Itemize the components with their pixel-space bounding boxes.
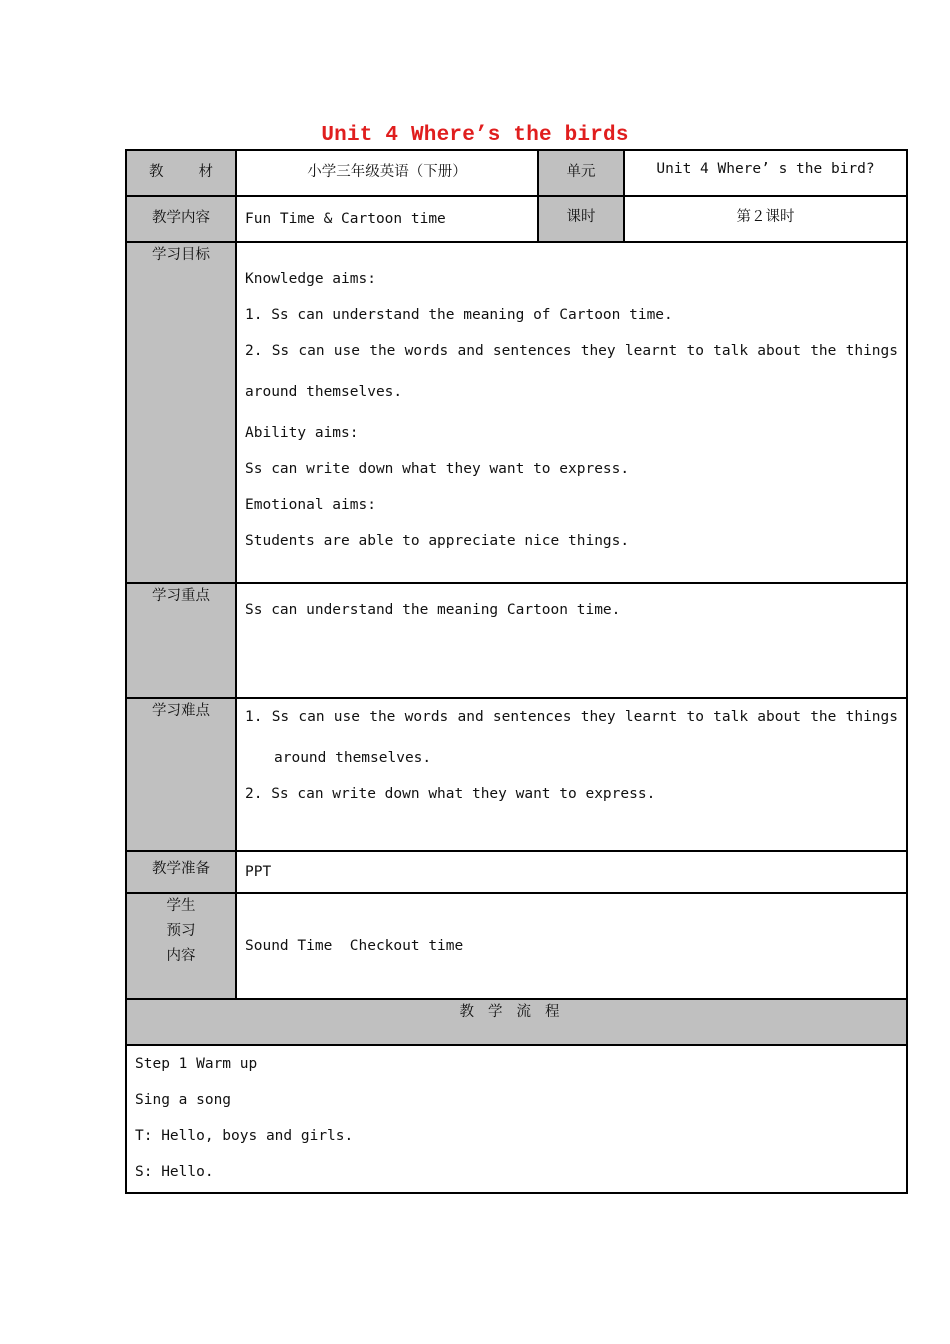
label-preparation: 教学准备 (126, 851, 236, 893)
emotional-item-1: Students are able to appreciate nice things. (245, 533, 630, 549)
teaching-flow-heading: 教学流程 (126, 999, 907, 1045)
difficulty-item-2: 2. Ss can write down what they want to express. (245, 786, 656, 802)
row-difficulty (126, 698, 907, 851)
preview-content: Sound Time Checkout time (236, 893, 907, 999)
period-value: 第２课时 (624, 196, 907, 242)
label-period: 课时 (538, 196, 624, 242)
focus-content: Ss can understand the meaning Cartoon time. (236, 583, 907, 698)
row-focus (126, 583, 907, 698)
preparation-content: PPT (236, 851, 907, 893)
row-content (126, 196, 907, 242)
label-focus: 学习重点 (126, 583, 236, 698)
row-flow-content (126, 1045, 907, 1193)
flow-content (126, 1045, 907, 1193)
content-value: Fun Time & Cartoon time (236, 196, 538, 242)
label-preview: 学生 预习 内容 (126, 893, 236, 999)
label-content: 教学内容 (126, 196, 236, 242)
label-material: 教 材 (126, 150, 236, 196)
row-preview (126, 893, 907, 999)
flow-line: S: Hello. (135, 1164, 214, 1180)
label-unit: 单元 (538, 150, 624, 196)
material-value: 小学三年级英语（下册） (236, 150, 538, 196)
lesson-plan-table (125, 149, 908, 1194)
document-title: Unit 4 Where’s the birds (321, 124, 629, 147)
row-objectives (126, 242, 907, 583)
label-objectives: 学习目标 (126, 242, 236, 583)
knowledge-heading: Knowledge aims: (245, 271, 376, 287)
objectives-content (236, 242, 907, 583)
ability-heading: Ability aims: (245, 425, 359, 441)
unit-value: Unit 4 Where’ s the bird? (624, 150, 907, 196)
row-preparation (126, 851, 907, 893)
knowledge-item-1: 1. Ss can understand the meaning of Cartoon time. (245, 307, 673, 323)
row-material (126, 150, 907, 196)
difficulty-item-1-cont: around themselves. (274, 750, 432, 766)
emotional-heading: Emotional aims: (245, 497, 376, 513)
label-difficulty: 学习难点 (126, 698, 236, 851)
row-flow-heading (126, 999, 907, 1045)
difficulty-content (236, 698, 907, 851)
flow-line: Step 1 Warm up (135, 1056, 258, 1072)
difficulty-item-1: 1. Ss can use the words and sentences they learnt to talk about the things (245, 709, 898, 725)
ability-item-1: Ss can write down what they want to express. (245, 461, 630, 477)
flow-line: T: Hello, boys and girls. (135, 1128, 354, 1144)
knowledge-item-2: 2. Ss can use the words and sentences they learnt to talk about the things (245, 343, 898, 359)
knowledge-item-2-cont: around themselves. (245, 384, 403, 400)
flow-line: Sing a song (135, 1092, 232, 1108)
